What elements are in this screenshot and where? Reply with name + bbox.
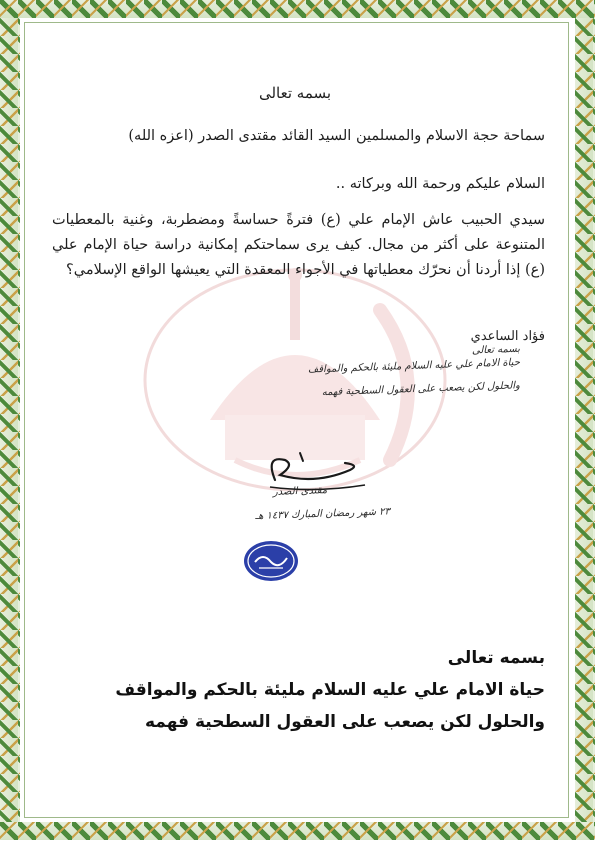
- letter-greeting: السلام عليكم ورحمة الله وبركاته ..: [335, 176, 545, 192]
- decorative-border-top: [0, 0, 595, 18]
- transcription-line-1: حياة الامام علي عليه السلام مليئة بالحكم والمواقف: [115, 680, 545, 700]
- handwritten-date: ٢٣ شهر رمضان المبارك ١٤٣٧ هـ: [254, 506, 391, 523]
- handwritten-basmala: بسمه تعالى: [471, 343, 521, 357]
- letter-basmala: بسمه تعالى: [258, 84, 332, 102]
- transcription-line-2: والحلول لكن يصعب على العقول السطحية فهمه: [144, 712, 545, 732]
- decorative-border-bottom: [0, 822, 595, 840]
- decorative-border-right: [575, 18, 595, 822]
- handwritten-reply-line-2: والحلول لكن يصعب على العقول السطحية فهمه: [321, 380, 521, 399]
- handwritten-signer: مقتدى الصدر: [272, 485, 328, 498]
- transcription-title: بسمه تعالى: [447, 648, 545, 668]
- decorative-border-left: [0, 18, 20, 822]
- letter-author: فؤاد الساعدي: [470, 329, 545, 344]
- letter-question: سيدي الحبيب عاش الإمام علي (ع) فترةً حساسةً ومضطربة، وغنية بالمعطيات المتنوعة على أكثر من مجال. كيف يرى سماحتكم إمكانية دراسة حياة الإمام علي (ع) إذا أردنا أن نحرّك معطياتها في الأجواء المعقدة التي يعيشها الواقع الإسلامي؟: [52, 212, 545, 278]
- handwritten-reply-line-1: حياة الامام علي عليه السلام مليئة بالحكم والمواقف: [307, 357, 521, 376]
- official-seal-stamp: [243, 540, 299, 582]
- letter-address: سماحة حجة الاسلام والمسلمين السيد القائد مقتدى الصدر (اعزه الله): [128, 128, 545, 144]
